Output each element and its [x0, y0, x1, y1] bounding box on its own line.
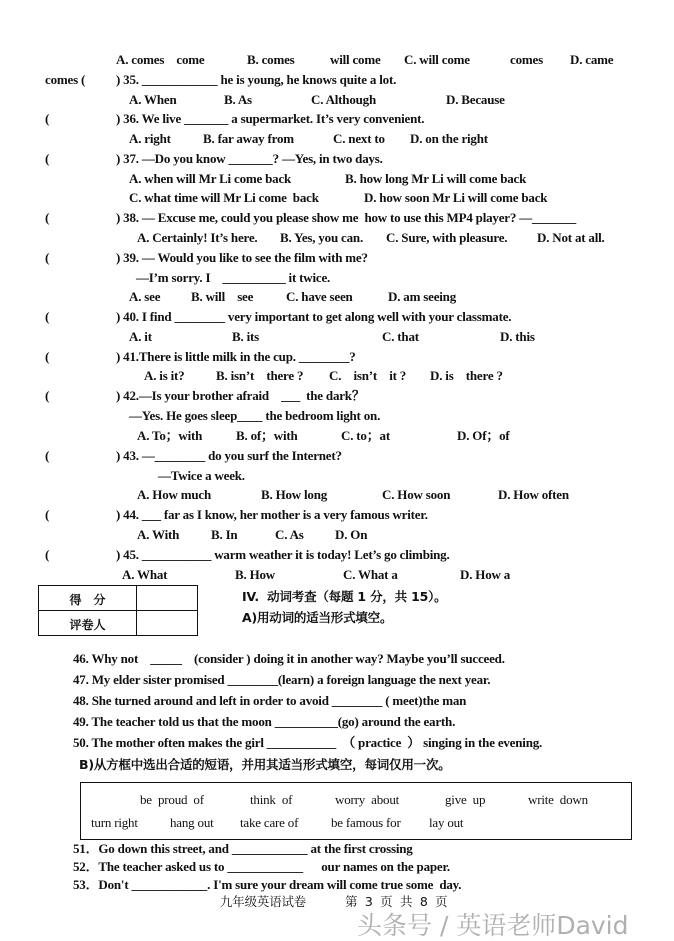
answer-paren: ( — [45, 507, 50, 522]
option: D. on the right — [410, 131, 488, 146]
option: B. How — [235, 567, 275, 582]
option: C. How soon — [382, 487, 451, 502]
fill-item: 50. The mother often makes the girl ___________ （ practice ） singing in the evening. — [73, 735, 543, 750]
score-table — [38, 585, 198, 636]
option: A. it — [129, 329, 152, 344]
phrase: take care of — [240, 815, 299, 830]
option: A. How much — [137, 487, 211, 502]
fill-item: 46. Why not _____ (consider ) doing it in another way? Maybe you’ll succeed. — [73, 651, 505, 666]
option-continued: comes ( — [45, 72, 86, 87]
section-title: IV. 动词考查（每题 1 分，共 15）。 — [242, 589, 447, 604]
score-label: 得 分 — [69, 593, 106, 607]
option: A. is it? — [144, 368, 185, 383]
footer-title: 九年级英语试卷 — [220, 894, 307, 909]
answer-paren: ( — [45, 388, 50, 403]
option: B. how long Mr Li will come back — [345, 171, 527, 186]
option: C. Although — [311, 92, 376, 107]
fill-item: 49. The teacher told us that the moon __________(go) around the earth. — [73, 714, 456, 729]
option: D. came — [570, 52, 614, 67]
option: A. When — [129, 92, 177, 107]
question-stem: ) 35. ____________ he is young, he knows quite a lot. — [116, 72, 397, 87]
option: B. of；with — [236, 428, 298, 443]
phrase: write down — [528, 792, 588, 807]
phrase: turn right — [91, 815, 138, 830]
option: D. am seeing — [388, 289, 457, 304]
option: C. have seen — [286, 289, 353, 304]
option: D. this — [500, 329, 535, 344]
question-stem: ) 42.—Is your brother afraid ___ the dark？ — [116, 388, 365, 403]
watermark: 头条号 / 英语老师David — [357, 911, 629, 940]
divider — [136, 586, 137, 635]
phrase: be famous for — [331, 815, 401, 830]
option: B. far away from — [203, 131, 294, 146]
option: A. right — [129, 131, 171, 146]
answer-paren: ( — [45, 349, 50, 364]
option: C. next to — [333, 131, 385, 146]
answer-paren: ( — [45, 547, 50, 562]
fill-item: 53．Don't ____________. I'm sure your dream will come true some day. — [73, 877, 462, 892]
grader-label: 评卷人 — [69, 618, 106, 632]
phrase: give up — [445, 792, 486, 807]
phrase-box — [80, 782, 632, 840]
option: C. that — [382, 329, 419, 344]
question-stem: ) 43. —________ do you surf the Internet? — [116, 448, 342, 463]
section-instruction: A)用动词的适当形式填空。 — [242, 610, 393, 625]
option: A. What — [122, 567, 168, 582]
question-stem: ) 45. ___________ warm weather it is today! Let’s go climbing. — [116, 547, 450, 562]
answer-paren: ( — [45, 448, 50, 463]
option: A. Certainly! It’s here. — [137, 230, 258, 245]
option: D. Of；of — [457, 428, 510, 443]
section-instruction: B)从方框中选出合适的短语，并用其适当形式填空，每词仅用一次。 — [79, 757, 451, 772]
fill-item: 52．The teacher asked us to ____________ our names on the paper. — [73, 859, 450, 874]
phrase: hang out — [170, 815, 214, 830]
option: D. How a — [460, 567, 511, 582]
option: B. comes — [247, 52, 295, 67]
question-reply: —Twice a week. — [158, 468, 245, 483]
divider — [39, 610, 197, 611]
option: D. how soon Mr Li will come back — [364, 190, 548, 205]
question-stem: ) 39. — Would you like to see the film with me? — [116, 250, 368, 265]
option: D. is there ? — [430, 368, 503, 383]
answer-paren: ( — [45, 151, 50, 166]
answer-paren: ( — [45, 250, 50, 265]
option: A. when will Mr Li come back — [129, 171, 292, 186]
fill-item: 47. My elder sister promised ________(learn) a foreign language the next year. — [73, 672, 491, 687]
option: will come — [330, 52, 381, 67]
question-stem: ) 36. We live _______ a supermarket. It’s very convenient. — [116, 111, 425, 126]
option: C. to；at — [341, 428, 390, 443]
fill-item: 48. She turned around and left in order to avoid ________ ( meet)the man — [73, 693, 467, 708]
option: D. On — [335, 527, 368, 542]
question-stem: ) 44. ___ far as I know, her mother is a very famous writer. — [116, 507, 428, 522]
phrase: think of — [250, 792, 293, 807]
option: B. Yes, you can. — [280, 230, 363, 245]
option: C. Sure, with pleasure. — [386, 230, 508, 245]
fill-item: 51．Go down this street, and ____________ at the first crossing — [73, 841, 413, 856]
option: A. see — [129, 289, 161, 304]
phrase: worry about — [335, 792, 400, 807]
option: B. As — [224, 92, 252, 107]
option: A. With — [137, 527, 180, 542]
option: A. To；with — [137, 428, 203, 443]
option: C. what time will Mr Li come back — [129, 190, 319, 205]
phrase: lay out — [429, 815, 464, 830]
option: A. comes come — [116, 52, 205, 67]
question-stem: ) 38. — Excuse me, could you please show me how to use this MP4 player? —_______ — [116, 210, 577, 225]
question-stem: ) 40. I find ________ very important to get along well with your classmate. — [116, 309, 512, 324]
option: B. isn’t there ? — [216, 368, 304, 383]
option: C. What a — [343, 567, 398, 582]
option: C. will come — [404, 52, 470, 67]
question-stem: ) 37. —Do you know _______? —Yes, in two days. — [116, 151, 383, 166]
question-reply: —I’m sorry. I __________ it twice. — [136, 270, 331, 285]
option: D. How often — [498, 487, 569, 502]
option: B. How long — [261, 487, 328, 502]
option: D. Because — [446, 92, 505, 107]
option: D. Not at all. — [537, 230, 605, 245]
answer-paren: ( — [45, 111, 50, 126]
option: comes — [510, 52, 543, 67]
option: C. As — [275, 527, 304, 542]
option: B. In — [211, 527, 238, 542]
question-stem: ) 41.There is little milk in the cup. ________? — [116, 349, 356, 364]
option: B. will see — [191, 289, 254, 304]
answer-paren: ( — [45, 309, 50, 324]
option: B. its — [232, 329, 259, 344]
question-reply: —Yes. He goes sleep____ the bedroom light on. — [129, 408, 381, 423]
phrase: be proud of — [140, 792, 204, 807]
answer-paren: ( — [45, 210, 50, 225]
option: C. isn’t it ? — [329, 368, 407, 383]
footer-page: 第 3 页 共 8 页 — [345, 894, 448, 909]
